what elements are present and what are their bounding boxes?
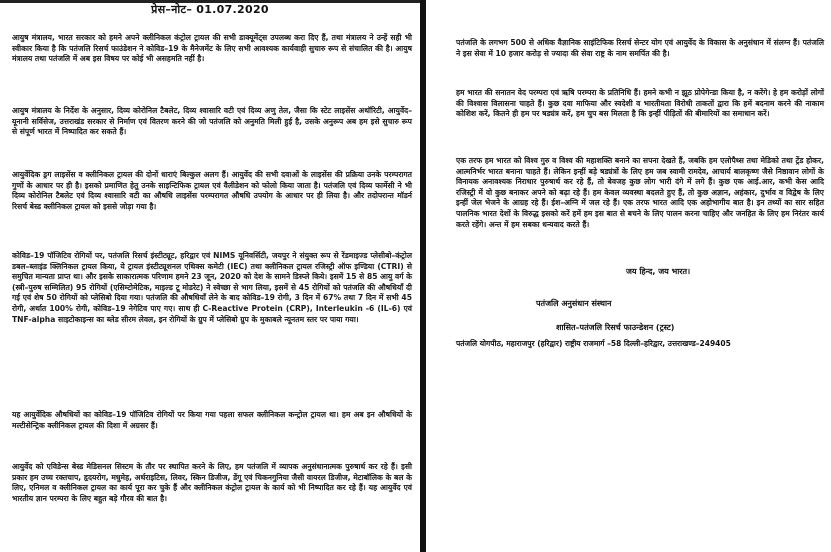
organization-name: पतंजलि अनुसंधान संस्थान <box>536 299 612 308</box>
paragraph-license-distribution: आयुष मंत्रालय के निर्देश के अनुसार, दिव्य कोरोनिल टैबलेट, दिव्य श्वासारि वटी एवं दिव्य अणु तेल, जैसा कि स्टेट लाइसेंस अथॉरिटी, आयुर्वेद–यूनानी सर्विसेज, उत्तराखंड सरकार से निर्माण एवं वितरण करने की जो पतंजलि को अनुमति मिली हुई है, उसके अनुरूप अब हम इसे सुचारु रूप से संपूर्ण भारत में निष्पादित कर सकते हैं। <box>12 106 412 137</box>
address: पतंजलि योगपीठ, महाराजपुर (हरिद्वार) राष्ट्रीय राजमार्ग –58 दिल्ली–हरिद्वार, उत्तराखण्ड–249405 <box>456 339 731 348</box>
paragraph-drug-license: आयुर्वेदिक ड्रग लाइसेंस व क्लीनिकल ट्रायल की दोनों धाराएं बिल्कुल अलग हैं। आयुर्वेद की सभी दवाओं के लाइसेंस की प्रक्रिया उनके परम्परागत गुणों के आधार पर ही है। इसको प्रमाणित हेतु उनके साइन्टिफिक ट्रायल एवं वैलीडेशन को फोलो किया जाता है। पतंजलि एवं दिव्य फार्मेसी ने भी दिव्य कोरोनिल टैबलेट एवं दिव्य श्वासारि वटी का औषधि लाइसेंस परम्परागत औषधि उपयोग के आधार पर ही लिया है। और तदोपरान्त मॉडर्न रिसर्च बेस्ड क्लीनिकल ट्रायल को इससे जोड़ा गया है। <box>12 170 412 211</box>
press-note-page-right <box>426 0 831 552</box>
paragraph-clinical-trial: कोविड–19 पॉजिटिव रोगियों पर, पतंजलि रिसर्च इंस्टीट्यूट, हरिद्वार एवं NIMS यूनिवर्सिटी, जयपुर ने संयुक्त रूप से रेंडमाइज्ड प्लेसीबो–कंट्रोल डबल–ब्लाइंड क्लिनिकल ट्रायल किया, ये ट्रायल इंस्टीट्यूशनल एथिक्स कमेटी (IEC) तथा क्लीनिकल ट्रायल रजिस्ट्री ऑफ इण्डिया (CTRI) से समुचित मान्यता प्राप्त था। और इसके साकारात्मक परिणाम हमने 23 जून, 2020 को देश के सामने डिस्प्ले किये। इसमें 15 से 85 आयु वर्ग के (स्त्री–पुरुष सम्मिलित) 95 रोगियों (एसिम्टोमेटिक, माइल्ड टू मोडरेट) ने स्वेच्छा से भाग लिया, इसमें से 45 रोगियों को पतंजलि की औषधियाँ दी गई एवं शेष 50 रोगियों को प्लेसिबो दिया गया। पतंजलि की औषधियाँ लेने के बाद कोविड–19 रोगी, 3 दिन में 67% तथा 7 दिन में सभी 45 रोगी, अर्थात 100% रोगी, कोविड–19 नेगेटिव पाए गए। साथ ही C-Reactive Protein (CRP), Interleukin -6 (IL-6) एवं TNF-alpha साइटोकाइन्स का ब्लेड सीरम लेवल, इन रोगियों के ग्रुप में प्लेसिबो ग्रुप के मुकाबले न्यूनतम स्तर पर पाया गया। <box>12 251 412 324</box>
paragraph-ayush-documents: आयुष मंत्रालय, भारत सरकार को हमने अपने क्लीनिकल कंट्रोल ट्रायल की सभी डाक्यूमेंट्स उपलब्ध करा दिए हैं, तथा मंत्रालय ने उन्हें सही भी स्वीकार किया है कि पतंजलि रिसर्च फाउंडेशन ने कोविड–19 के मैनेजमेंट के लिए सभी आवश्यक कार्यवाही सुचारु रूप से संचालित की है। आयुष मंत्रालय तथा पतंजलि में अब इस विषय पर कोई भी असहमति नहीं है। <box>12 33 412 64</box>
paragraph-tradition: हम भारत की सनातन वेद परम्परा एवं ऋषि परम्परा के प्रतिनिधि हैं। हमने कभी न झूठ प्रोपेगेन्डा किया है, न करेंगे। हे हम करोड़ों लोगों की विश्वास विलासना चाहते हैं। कुछ दवा माफिया और स्वदेशी व भारतीयता विरोधी ताकतों द्वारा कि हमें बदनाम करने की नाकाम कोशिश करें, कितने ही हम पर षड्यंत्र करें, हम चुप बस मिलता है कि इन्हीं पीड़ितों की बीमारियों का समाधान करें। <box>456 88 824 119</box>
signoff: जय हिन्द, जय भारत। <box>626 267 691 276</box>
paragraph-evidence-based: आयुर्वेद को एविडेन्स बेस्ड मेडिसनल सिस्टम के तौर पर स्थापित करने के लिए, हम पतंजलि में व्यापक अनुसंधानात्मक पुरुषार्थ कर रहे हैं। इसी प्रकार हम उच्च रक्तचाप, हृदयरोग, मधुमेह, अर्थराइटिस, लिवर, स्किन डिजीज, डेंगू एवं चिकनगुनिया जैसी वायरल डिजीज, मेटाबॉलिक के बल के लिए, एनिमल व क्लीनिकल ट्रायल का कार्य पूरा कर चुके हैं और क्लीनिकल कंट्रोल ट्रायल के कार्य को भी निष्पादित कर रहे हैं। यह आयुर्वेद एवं भारतीय ज्ञान परम्परा के लिए बहुत बड़े गौरव की बात है। <box>12 462 412 503</box>
paragraph-first-trial: यह आयुर्वेदिक औषधियों का कोविड–19 पॉजिटिव रोगियों पर किया गया पहला सफल क्लीनिकल कन्ट्रोल ट्रायल था। हम अब इन औषधियों के मल्टीसेन्ट्रिक क्लीनिकल ट्रायल की दिशा में अग्रसर हैं। <box>12 410 412 430</box>
paragraph-scientists: पतंजलि के लगभग 500 से अधिक वैज्ञानिक साइंटिफिक रिसर्च सेन्टर योग एवं आयुर्वेद के विकास के अनुसंधान में संलग्न हैं। पतंजलि ने इस सेवा में 10 हजार करोड़ से ज्यादा की सेवा राष्ट्र के नाम समर्पित की है। <box>456 38 824 58</box>
trust-name: शासित–पतंजलि रिसर्च फाउन्डेशन (ट्रस्ट) <box>556 323 675 332</box>
paragraph-vision: एक तरफ हम भारत को विश्व गुरु व विश्व की महाशक्ति बनाने का सपना देखते हैं, जबकि हम एलोपैथ्स तथा मेडिको तथा ट्रेंड होकर, आत्मनिर्भर भारत बनाना चाहते हैं। लेकिन इन्हीं बड़े षड्यंत्रों के लिए हम जब स्वामी रामदेव, आचार्य बालकृष्ण जैसे निष्ठावान लोगों के विनायक अनावश्यक निराधार पुरुषार्थ कर रहे हैं, तो बेवजह कुछ लोग भारी दंगे में लगे हैं। कुछ एक आई.आर, कभी केस आदि रजिस्ट्री में वो कुछ बनाकर अपने को बढ़ा रहे हैं। हम केवल व्यवस्था बदलते हुए हैं, तो कुछ अज्ञान, अहंकार, दुर्भाव व विद्वेष के लिए इन्हीं जेल भेजने के आग्रह रहे हैं। ईश–अग्नि में जल रहे हैं। एक तरफ भारत आदि एक अहोभागीय बात है। इन तथ्यों का सार सहित पालनिक भारत देशों के विरुद्ध इसको करें हमें हम इस बात से बचने के लिए पालन करना चाहिए और जनहित के लिए हम निरंतर कार्य करते रहेंगे। अन्त में हम सबका धन्यवाद करते हैं। <box>456 156 824 229</box>
page-title: प्रेस–नोट– 01.07.2020 <box>151 3 269 16</box>
